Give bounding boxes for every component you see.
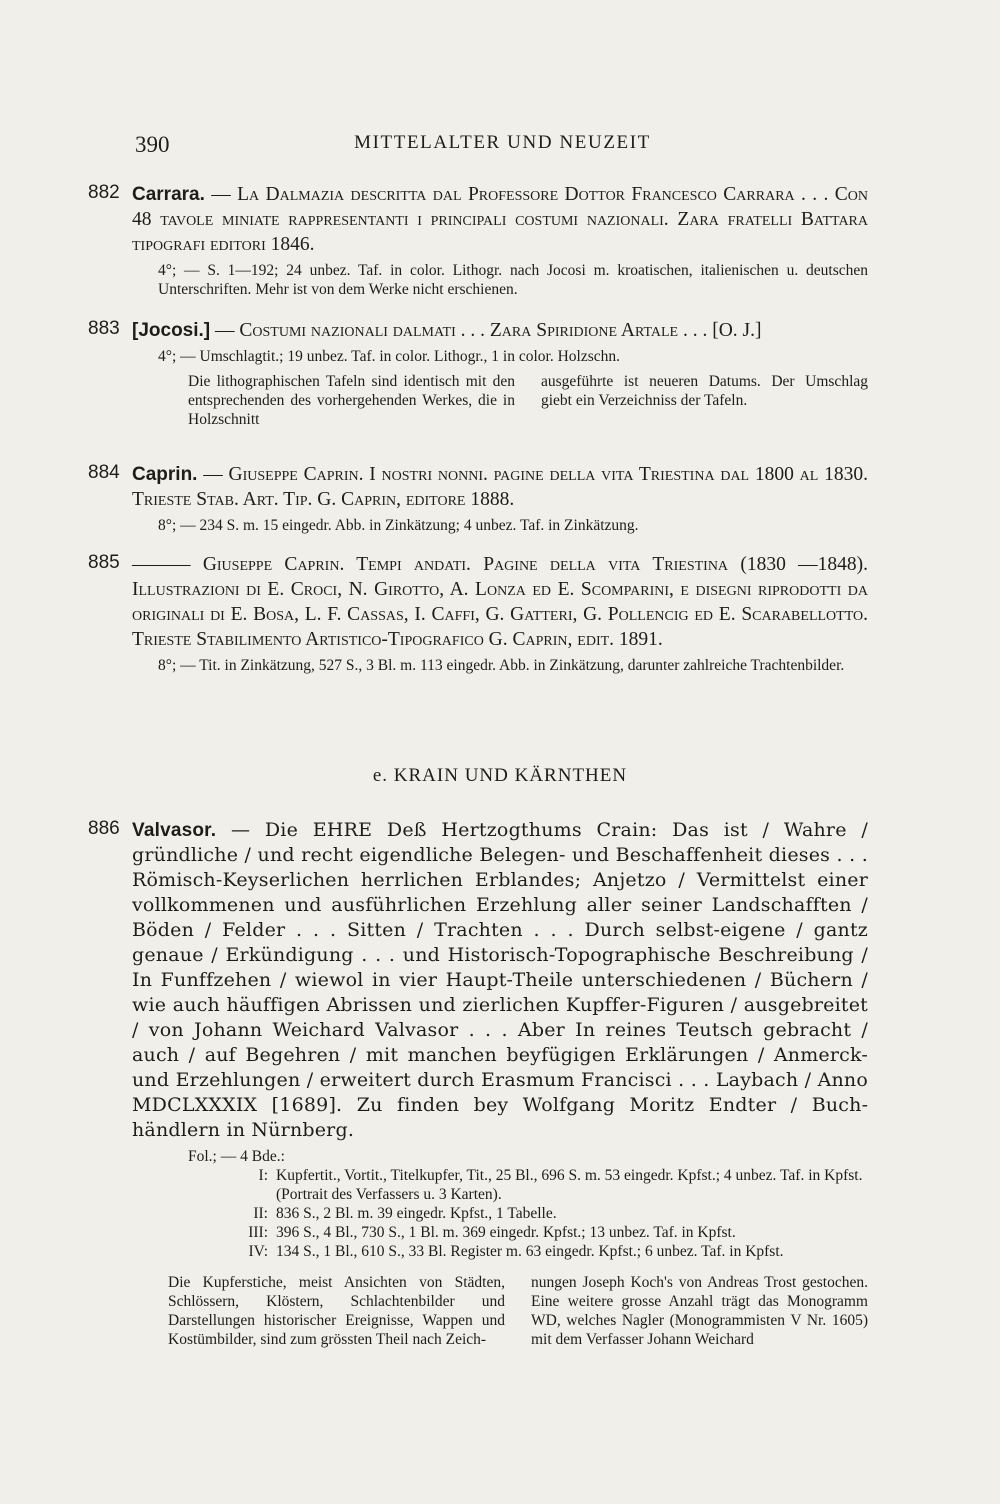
- volume-label: III:: [248, 1224, 268, 1241]
- volume-row: [188, 1242, 868, 1261]
- entry-collation: 8°; — Tit. in Zinkätzung, 527 S., 3 Bl. m. 113 eingedr. Abb. in Zinkätzung, darunter zahlreiche Trachtenbilder.: [158, 657, 845, 674]
- entry-author: Caprin.: [132, 464, 198, 485]
- volume-text: Kupfertit., Vortit., Titelkupfer, Tit., 25 Bl., 696 S. m. 53 eingedr. Kpfst.; 4 unbez. Taf. in Kpfst. (Portrait des Verfassers u. 3 Karten).: [276, 1167, 863, 1203]
- entry-885: [88, 552, 868, 675]
- entry-title: — Costumi nazionali dalmati . . . Zara Spiridione Artale . . . [O. J.]: [215, 320, 762, 341]
- entry-body: [132, 182, 868, 257]
- volume-text: 134 S., 1 Bl., 610 S., 33 Bl. Register m. 63 eingedr. Kpfst.; 6 unbez. Taf. in Kpfst.: [276, 1243, 784, 1260]
- volume-label: IV:: [248, 1243, 268, 1260]
- volume-label: I:: [258, 1167, 268, 1184]
- running-head: [135, 132, 870, 158]
- entry-author-dash: ———: [132, 554, 191, 575]
- entry-collation: 4°; — S. 1—192; 24 unbez. Taf. in color. Lithogr. nach Jocosi m. kroatischen, italienischen u. deutschen Unterschriften. Mehr ist von dem Werke nicht erschienen.: [158, 262, 868, 298]
- entry-body: [132, 318, 868, 343]
- entry-title: — Die EHRE Deß Hertzogthums Crain: Das ist / Wahre / gründliche / und recht eigendliche Belegen- und Beschaffenheit dieses . . . Römisch-Keyserlichen herrlichen Erblandes; Anjetzo / Vermittelst einer vollkommenen und ausführlichen Erzehlung aller seiner Landschafften / Böden / Felder . . . Sitten / Trachten . . . Durch selbst-eigene / gantz genaue / Erkündigung . . . und Historisch-Topographische Beschreibung / In Funffzehen / wiewol in vier Haupt-Theile unterschiedenen / Büchern / wie auch häuffigen Abrissen und zierlichen Kupffer-Figuren / ausgebreitet / von Johann Weichard Valvasor . . . Aber In reines Teutsch gebracht / auch / auf Begehren / mit manchen beyfügigen Erklärungen / Anmerck- und Erzehlungen / erweitert durch Erasmum Francisci . . . Laybach / Anno MDCLXXXIX [1689]. Zu finden bey Wolfgang Moritz Endter / Buchhändlern in Nürnberg.: [132, 819, 868, 1141]
- entry-number: 886: [88, 818, 120, 839]
- entry-body: [132, 552, 868, 652]
- entry-title: — La Dalmazia descritta dal Professore Dottor Francesco Carrara . . . Con 48 tavole miniate rappresentanti i principali costumi nazionali. Zara fratelli Battara tipografi editori 1846.: [132, 184, 868, 255]
- volume-text: 396 S., 4 Bl., 730 S., 1 Bl. m. 369 eingedr. Kpfst.; 13 unbez. Taf. in Kpfst.: [276, 1224, 736, 1241]
- entry-886: [88, 818, 868, 1349]
- note-right-column: nungen Joseph Koch's von Andreas Trost gestochen. Eine weitere grosse Anzahl trägt das Monogramm WD, welches Nagler (Monogrammisten V Nr. 1605) mit dem Verfasser Johann Weichard: [531, 1274, 868, 1348]
- volume-row: [188, 1204, 868, 1223]
- entry-title: — Giuseppe Caprin. I nostri nonni. pagine della vita Triestina dal 1800 al 1830. Trieste Stab. Art. Tip. G. Caprin, editore 1888.: [132, 464, 868, 510]
- entry-author: Carrara.: [132, 184, 205, 205]
- volume-list: [188, 1166, 868, 1261]
- entry-title: Giuseppe Caprin. Tempi andati. Pagine della vita Triestina (1830 —1848). Illustrazioni di E. Croci, N. Girotto, A. Lonza ed E. Scomparini, e disegni riprodotti da originali di E. Bosa, L. F. Cassas, I. Caffi, G. Gatteri, G. Pollencig ed E. Scarabellotto. Trieste Stabilimento Artistico-Tipografico G. Caprin, edit. 1891.: [132, 554, 869, 650]
- volume-text: 836 S., 2 Bl. m. 39 eingedr. Kpfst., 1 Tabelle.: [276, 1205, 557, 1222]
- entry-body: [132, 462, 868, 512]
- entry-884: [88, 462, 868, 535]
- entry-number: 884: [88, 462, 120, 483]
- volume-row: [188, 1166, 868, 1204]
- volume-label: II:: [253, 1205, 268, 1222]
- running-title: MITTELALTER UND NEUZEIT: [354, 132, 651, 153]
- entry-number: 882: [88, 182, 120, 203]
- entry-883: [88, 318, 868, 429]
- entry-author: [Jocosi.]: [132, 320, 211, 341]
- page-number: 390: [135, 132, 170, 157]
- section-heading: e. KRAIN UND KÄRNTHEN: [372, 765, 628, 786]
- note-left-column: Die Kupferstiche, meist Ansichten von Städten, Schlössern, Klöstern, Schlachtenbilder und Darstellungen historischer Ereignisse, Wappen und Kostümbilder, sind zum grössten Theil nach Zeich-: [168, 1274, 505, 1348]
- entry-format: Fol.; — 4 Bde.:: [188, 1148, 285, 1165]
- entry-collation: 8°; — 234 S. m. 15 eingedr. Abb. in Zinkätzung; 4 unbez. Taf. in Zinkätzung.: [158, 517, 639, 534]
- entry-collation: 4°; — Umschlagtit.; 19 unbez. Taf. in color. Lithogr., 1 in color. Holzschn.: [158, 348, 621, 365]
- entry-number: 885: [88, 552, 120, 573]
- entry-notes: [188, 372, 868, 429]
- entry-number: 883: [88, 318, 120, 339]
- entry-author: Valvasor.: [132, 820, 217, 841]
- entry-notes: [168, 1273, 868, 1349]
- volume-row: [188, 1223, 868, 1242]
- note-right-column: ausgeführte ist neueren Datums. Der Umschlag giebt ein Verzeichniss der Tafeln.: [541, 373, 868, 409]
- entry-body: [132, 818, 868, 1143]
- note-left-column: Die lithographischen Tafeln sind identisch mit den entsprechenden des vorhergehenden Werkes, die in Holzschnitt: [188, 373, 515, 428]
- entry-882: [88, 182, 868, 299]
